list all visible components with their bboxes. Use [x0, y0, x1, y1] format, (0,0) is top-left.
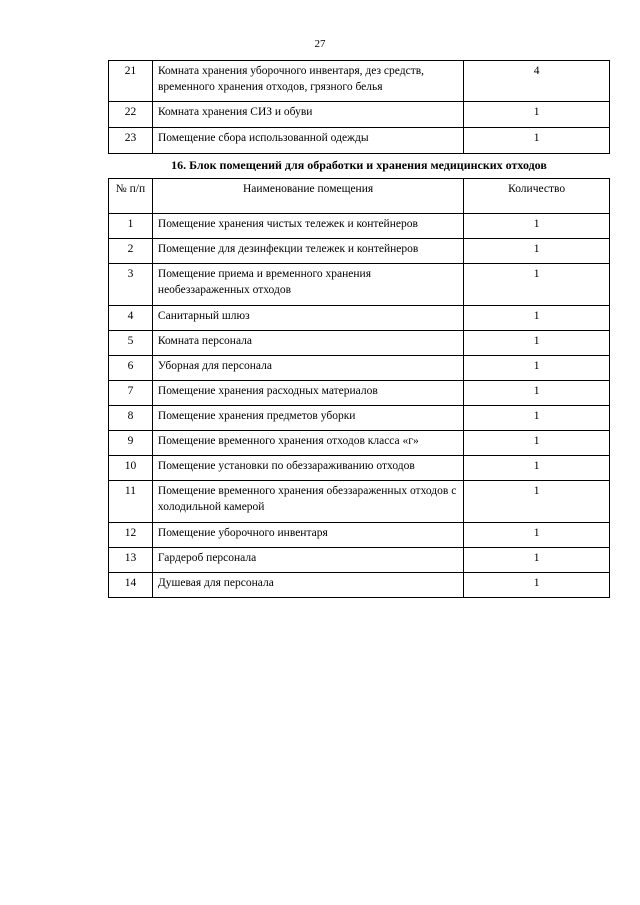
row-number: 1 [109, 214, 153, 239]
room-name: Душевая для персонала [152, 573, 463, 598]
room-quantity: 1 [464, 456, 610, 481]
room-name: Санитарный шлюз [152, 306, 463, 331]
table-row [109, 128, 610, 154]
table-row [109, 406, 610, 431]
room-name: Комната персонала [152, 331, 463, 356]
row-number: 9 [109, 431, 153, 456]
room-quantity: 1 [464, 331, 610, 356]
header-quantity: Количество [464, 179, 610, 214]
table-row [109, 239, 610, 264]
room-quantity: 1 [464, 306, 610, 331]
table-row [109, 481, 610, 523]
room-quantity: 1 [464, 523, 610, 548]
row-number: 7 [109, 381, 153, 406]
row-number: 4 [109, 306, 153, 331]
medical-waste-rooms-table [108, 178, 610, 598]
row-number: 23 [109, 128, 153, 154]
table-row [109, 548, 610, 573]
room-quantity: 1 [464, 214, 610, 239]
room-name: Комната хранения СИЗ и обуви [152, 102, 463, 128]
room-name: Комната хранения уборочного инвентаря, дез средств, временного хранения отходов, грязного белья [152, 61, 463, 102]
room-name: Помещение временного хранения обеззараженных отходов с холодильной камерой [152, 481, 463, 523]
table-row [109, 356, 610, 381]
row-number: 22 [109, 102, 153, 128]
room-quantity: 1 [464, 406, 610, 431]
rooms-table-continued [108, 60, 610, 154]
table-row [109, 214, 610, 239]
row-number: 12 [109, 523, 153, 548]
row-number: 13 [109, 548, 153, 573]
room-name: Помещение сбора использованной одежды [152, 128, 463, 154]
room-name: Помещение хранения чистых тележек и контейнеров [152, 214, 463, 239]
room-quantity: 1 [464, 481, 610, 523]
table-row [109, 523, 610, 548]
room-quantity: 1 [464, 548, 610, 573]
room-quantity: 1 [464, 573, 610, 598]
room-quantity: 1 [464, 102, 610, 128]
row-number: 2 [109, 239, 153, 264]
row-number: 10 [109, 456, 153, 481]
room-name: Уборная для персонала [152, 356, 463, 381]
table-row [109, 573, 610, 598]
row-number: 8 [109, 406, 153, 431]
section-title: 16. Блок помещений для обработки и хранения медицинских отходов [171, 158, 547, 172]
table-row [109, 381, 610, 406]
header-number: № п/п [109, 179, 153, 214]
room-name: Помещение хранения предметов уборки [152, 406, 463, 431]
room-name: Помещение для дезинфекции тележек и контейнеров [152, 239, 463, 264]
room-quantity: 1 [464, 239, 610, 264]
table-row [109, 456, 610, 481]
room-quantity: 1 [464, 356, 610, 381]
room-quantity: 4 [464, 61, 610, 102]
row-number: 14 [109, 573, 153, 598]
table-header-row [109, 179, 610, 214]
room-quantity: 1 [464, 381, 610, 406]
page-number: 27 [314, 38, 326, 50]
room-name: Помещение приема и временного хранения необеззараженных отходов [152, 264, 463, 306]
room-quantity: 1 [464, 431, 610, 456]
row-number: 11 [109, 481, 153, 523]
table-row [109, 61, 610, 102]
row-number: 5 [109, 331, 153, 356]
table-row [109, 102, 610, 128]
header-room-name: Наименование помещения [152, 179, 463, 214]
room-quantity: 1 [464, 128, 610, 154]
row-number: 21 [109, 61, 153, 102]
room-quantity: 1 [464, 264, 610, 306]
table-row [109, 264, 610, 306]
room-name: Помещение установки по обеззараживанию отходов [152, 456, 463, 481]
row-number: 3 [109, 264, 153, 306]
row-number: 6 [109, 356, 153, 381]
room-name: Помещение хранения расходных материалов [152, 381, 463, 406]
table-row [109, 431, 610, 456]
room-name: Помещение временного хранения отходов класса «г» [152, 431, 463, 456]
room-name: Гардероб персонала [152, 548, 463, 573]
table-row [109, 331, 610, 356]
table-row [109, 306, 610, 331]
room-name: Помещение уборочного инвентаря [152, 523, 463, 548]
